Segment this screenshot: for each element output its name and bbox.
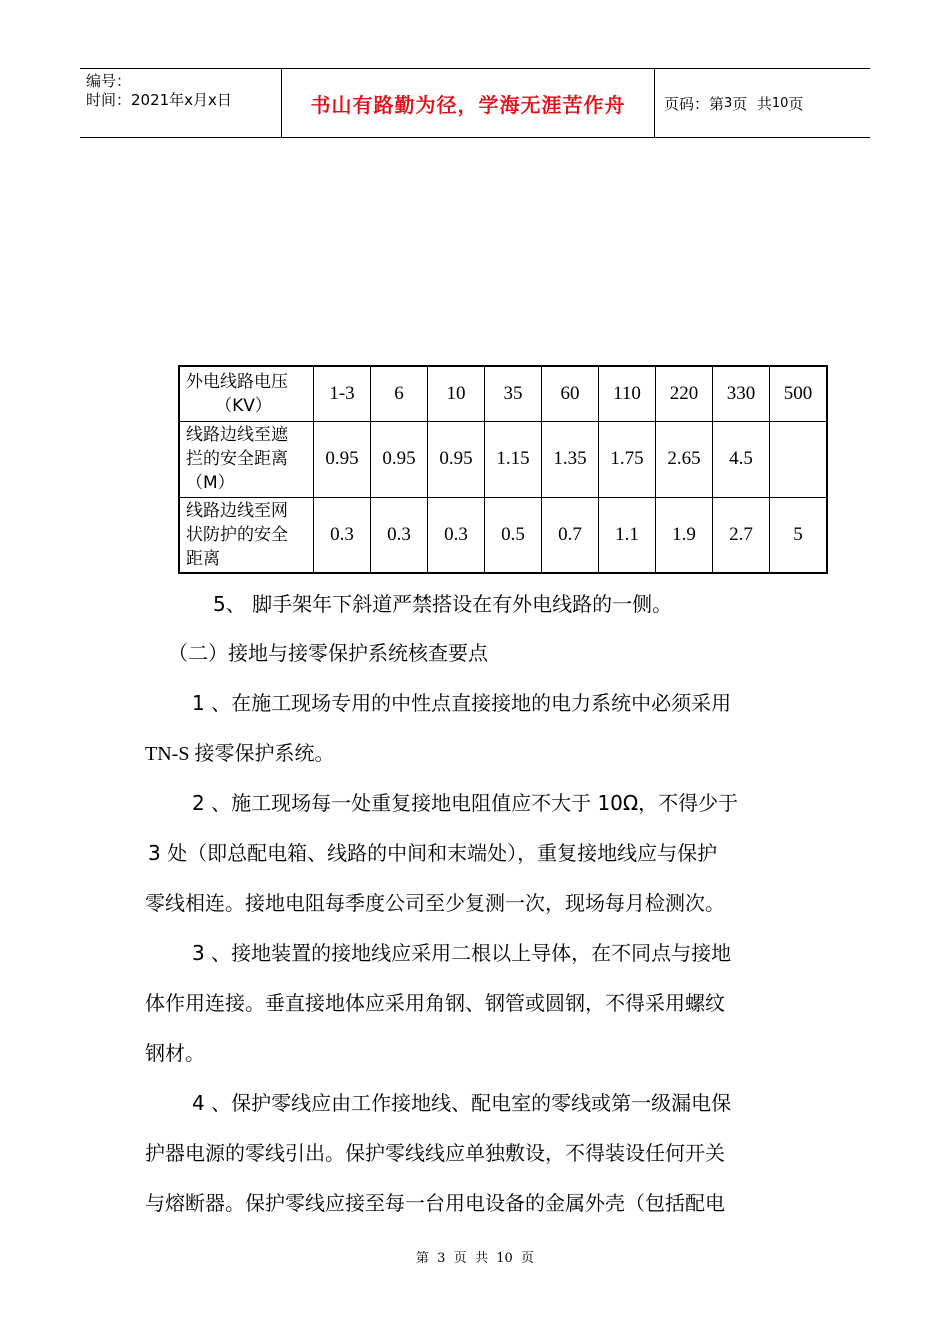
paragraph-line: 钢材。 [145, 1041, 205, 1065]
table-cell: 5 [770, 497, 828, 573]
table-row-label [179, 366, 314, 421]
table-cell: 0.3 [314, 497, 371, 573]
table-cell: 1-3 [314, 366, 371, 421]
table-cell: 1.35 [542, 421, 599, 497]
table-cell: 2.7 [713, 497, 770, 573]
header-page-end: 页 [788, 94, 804, 113]
header-page-info [654, 69, 870, 137]
table-cell: 500 [770, 366, 828, 421]
table-cell: 0.3 [428, 497, 485, 573]
label-line: 距离 [186, 548, 220, 569]
header-page-total: 10 [771, 95, 789, 111]
label-line: （M） [186, 473, 235, 493]
table-cell: 1.15 [485, 421, 542, 497]
table-cell: 1.1 [599, 497, 656, 573]
label-line: （KV） [215, 395, 272, 416]
table-cell: 330 [713, 366, 770, 421]
header-page-num: 3 [724, 95, 733, 111]
header-page-mid: 页 共 [732, 94, 772, 113]
paragraph-line: 2 、施工现场每一处重复接地电阻值应不大于 10Ω，不得少于 [192, 791, 739, 815]
paragraph-line: 与熔断器。保护零线应接至每一台用电设备的金属外壳（包括配电 [145, 1191, 725, 1215]
paragraph-line: 1 、在施工现场专用的中性点直接接地的电力系统中必须采用 [192, 691, 732, 715]
header-page-label: 页码：第 [664, 94, 725, 113]
page-footer: 第 3 页 共 10 页 [415, 1251, 535, 1266]
table-cell: 0.95 [314, 421, 371, 497]
paragraph-line: 4 、保护零线应由工作接地线、配电室的零线或第一级漏电保 [192, 1091, 732, 1115]
paragraph-line: 护器电源的零线引出。保护零线线应单独敷设，不得装设任何开关 [145, 1141, 725, 1165]
header-motto: 书山有路勤为径，学海无涯苦作舟 [281, 69, 655, 137]
label-line: 外电线路电压 [186, 371, 288, 392]
table-cell: 10 [428, 366, 485, 421]
safety-distance-table [178, 365, 828, 574]
table-row-fence-distance [179, 421, 827, 497]
paragraph-line: TN-S 接零保护系统。 [145, 743, 335, 765]
table-row-net-distance [179, 497, 827, 573]
table-cell: 0.95 [371, 421, 428, 497]
label-line: 拦的安全距离 [186, 449, 288, 469]
table-cell: 0.7 [542, 497, 599, 573]
table-cell: 35 [485, 366, 542, 421]
table-cell: 110 [599, 366, 656, 421]
table-cell: 220 [656, 366, 713, 421]
table-cell: 0.5 [485, 497, 542, 573]
page-header [80, 68, 870, 138]
label-line: 线路边线至网 [186, 500, 288, 521]
table-row-label [179, 497, 314, 573]
label-line: 状防护的安全 [186, 524, 288, 545]
header-time-label: 时间：2021年x月x日 [86, 91, 232, 109]
table-cell: 60 [542, 366, 599, 421]
paragraph-line: 零线相连。接地电阻每季度公司至少复测一次，现场每月检测次。 [145, 891, 725, 915]
label-line: 线路边线至遮 [186, 425, 288, 445]
header-id-label: 编号： [86, 72, 132, 90]
table-cell: 4.5 [713, 421, 770, 497]
table-row-label [179, 421, 314, 497]
table-cell: 0.3 [371, 497, 428, 573]
table-cell: 2.65 [656, 421, 713, 497]
paragraph-line: 3 处（即总配电箱、线路的中间和末端处），重复接地线应与保护 [148, 841, 718, 865]
section-heading: （二）接地与接零保护系统核查要点 [168, 641, 488, 665]
table-cell: 6 [371, 366, 428, 421]
table-cell: 1.9 [656, 497, 713, 573]
table-row-voltage [179, 366, 827, 421]
item-5: 5、 脚手架年下斜道严禁搭设在有外电线路的一侧。 [213, 592, 673, 616]
header-meta [80, 69, 281, 137]
paragraph-line: 3 、接地装置的接地线应采用二根以上导体，在不同点与接地 [192, 941, 732, 965]
table-cell: 1.75 [599, 421, 656, 497]
paragraph-line: 体作用连接。垂直接地体应采用角钢、钢管或圆钢，不得采用螺纹 [145, 991, 725, 1015]
table-cell: 0.95 [428, 421, 485, 497]
table-cell [770, 421, 828, 497]
